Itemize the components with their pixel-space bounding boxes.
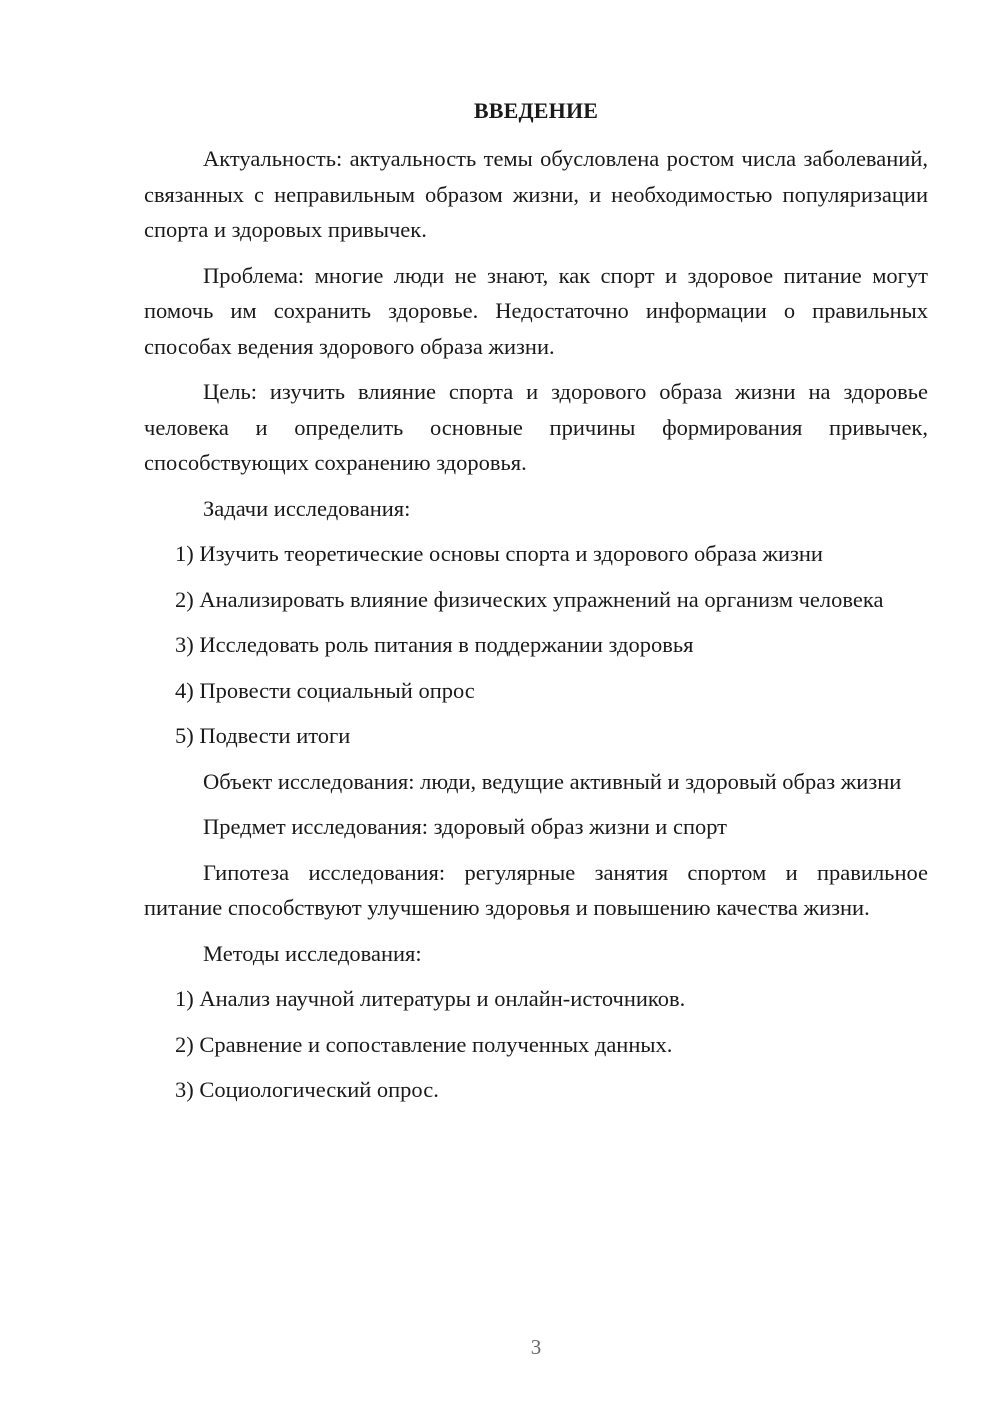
method-item: 2) Сравнение и сопоставление полученных данных. [175, 1031, 673, 1057]
goal-paragraph: Цель: изучить влияние спорта и здорового образа жизни на здоровье человека и определить основные причины формирования привычек, способствующих сохранению здоровья. [144, 379, 928, 475]
object-paragraph: Объект исследования: люди, ведущие активный и здоровый образ жизни [203, 768, 902, 794]
subject-paragraph: Предмет исследования: здоровый образ жизни и спорт [203, 814, 728, 839]
page-number: 3 [530, 1335, 542, 1359]
task-item: 3) Исследовать роль питания в поддержании здоровья [175, 632, 694, 657]
method-item: 1) Анализ научной литературы и онлайн-источников. [175, 986, 686, 1011]
methods-title: Методы исследования: [203, 940, 422, 966]
method-item: 3) Социологический опрос. [175, 1077, 439, 1102]
task-item: 5) Подвести итоги [175, 723, 351, 748]
introduction-body [144, 141, 928, 1118]
task-item: 1) Изучить теоретические основы спорта и здорового образа жизни [175, 541, 823, 566]
task-item: 2) Анализировать влияние физических упражнений на организм человека [175, 586, 884, 612]
task-item: 4) Провести социальный опрос [175, 677, 475, 703]
problem-paragraph: Проблема: многие люди не знают, как спорт и здоровое питание могут помочь им сохранить здоровье. Недостаточно информации о правильных способах ведения здорового образа жизни. [144, 262, 928, 359]
tasks-title: Задачи исследования: [203, 495, 411, 521]
section-heading: ВВЕДЕНИЕ [473, 98, 599, 123]
relevance-paragraph: Актуальность: актуальность темы обусловлена ростом числа заболеваний, связанных с неправильным образом жизни, и необходимостью популяризации спорта и здоровых привычек. [144, 146, 928, 242]
hypothesis-paragraph: Гипотеза исследования: регулярные занятия спортом и правильное питание способствуют улучшению здоровья и повышению качества жизни. [144, 859, 928, 920]
